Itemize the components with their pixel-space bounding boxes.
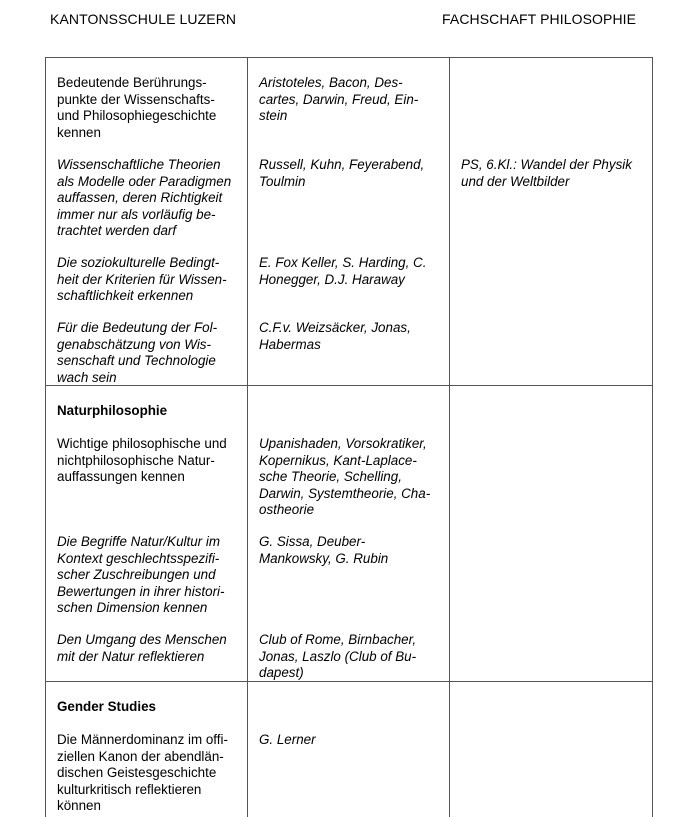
learning-goal: Die soziokulturelle Bedingt- heit der Kriterien für Wissen- schaftlichkeit erkennen (57, 255, 227, 304)
section-title: Naturphilosophie (57, 403, 168, 418)
learning-goal: Die Männerdominanz im offi- ziellen Kanon der abendlän- dischen Geistesgeschichte kulturkritisch reflektieren können (57, 732, 228, 814)
authors-cell: Aristoteles, Bacon, Des- cartes, Darwin, Freud, Ein- stein (259, 75, 419, 124)
learning-goal: Den Umgang des Menschen mit der Natur reflektieren (57, 632, 227, 664)
table-right-border (652, 57, 653, 817)
authors-cell: G. Lerner (259, 732, 316, 747)
learning-goal: Wichtige philosophische und nichtphilosophische Natur- auffassungen kennen (57, 436, 227, 485)
authors-cell: Upanishaden, Vorsokratiker, Kopernikus, Kant-Laplace- sche Theorie, Schelling, Darwin, Systemtheorie, Cha- ostheorie (259, 436, 431, 518)
curriculum-table (45, 57, 653, 817)
learning-goal: Die Begriffe Natur/Kultur im Kontext geschlechtsspezifi- scher Zuschreibungen und Bewertungen in ihrer histori- schen Dimension kennen (57, 534, 225, 616)
learning-goal: Bedeutende Berührungs- punkte der Wissenschafts- und Philosophiegeschichte kennen (57, 75, 217, 140)
page-header-left: KANTONSSCHULE LUZERN (50, 11, 237, 27)
learning-goal: Für die Bedeutung der Fol- genabschätzung von Wis- senschaft und Technologie wach sein (57, 320, 218, 385)
authors-cell: Russell, Kuhn, Feyerabend, Toulmin (259, 157, 425, 189)
authors-cell: C.F.v. Weizsäcker, Jonas, Habermas (259, 320, 411, 352)
table-left-border (45, 57, 46, 817)
table-top-border (45, 57, 653, 58)
note-cell: PS, 6.Kl.: Wandel der Physik und der Weltbilder (461, 157, 632, 189)
authors-cell: G. Sissa, Deuber- Mankowsky, G. Rubin (259, 534, 389, 566)
page-header-right: FACHSCHAFT PHILOSOPHIE (442, 11, 637, 27)
section-title: Gender Studies (57, 699, 156, 714)
column-divider (247, 57, 248, 817)
learning-goal: Wissenschaftliche Theorien als Modelle oder Paradigmen auffassen, deren Richtigkeit immer nur als vorläufig be- trachtet werden darf (57, 157, 232, 239)
authors-cell: Club of Rome, Birnbacher, Jonas, Laszlo (Club of Bu- dapest) (259, 632, 417, 681)
authors-cell: E. Fox Keller, S. Harding, C. Honegger, D.J. Haraway (259, 255, 427, 287)
